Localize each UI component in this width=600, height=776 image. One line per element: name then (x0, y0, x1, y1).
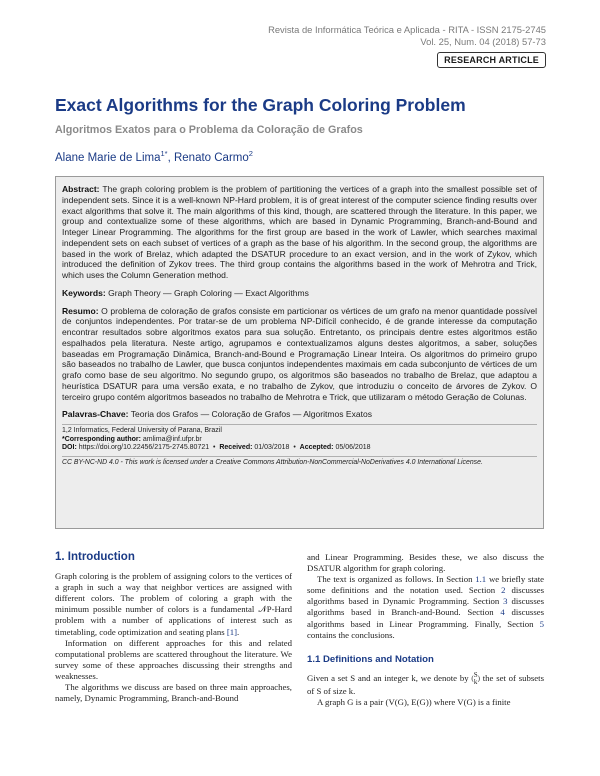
author-affiliation-mark: 2 (248, 149, 253, 158)
author-name: Renato Carmo (173, 151, 249, 164)
section-link[interactable]: 3 (503, 596, 508, 607)
received-date: 01/03/2018 (254, 444, 290, 451)
outline-text: The text is organized as follows. In Section (317, 574, 473, 585)
journal-header (268, 24, 546, 48)
author-name: Alane Marie de Lima (55, 151, 161, 164)
resumo-text: O problema de coloração de grafos consiste em particionar os vértices de um grafo na menor quantidade possível de conjuntos independentes. Por tratar-se de um problema NP-Difícil conhecido, é de grande interesse da computação encontrar resultados sobre algoritmos exatos para sua solução. Entretanto, os principais dentre estes algoritmos estão espalhados pela literatura. Neste artigo, agrupamos e contextualizamos alguns destes algoritmos, a saber, soluções baseadas em Programação Dinâmica, Branch-and-Bound e Programação Linear Inteira. Os algoritmos do primeiro grupo são baseados no trabalho de Lawler, que busca conjuntos independentes maximais em cada subconjunto de vértices de um grafo como base de seu algoritmo. No segundo grupo, os algoritmos são baseados no trabalho de Brelaz, que adaptou a heurística DSATUR para uma versão exata, e no trabalho de Zykov, que introduziu o conceito de árvores de Zykov. O terceiro grupo contém algoritmos baseados no trabalho de Mehrotra e Trick, que utilizaram o método Geração de Colunas. (62, 305, 538, 402)
binomial-bottom: k (473, 677, 478, 686)
intro-paragraph: Graph coloring is the problem of assigning colors to the vertices of a graph in such a way that neighbor vertices are assigned with different colors. The problem of coloring a graph with the minimum possible number of colors is a fundamental 𝒩P-Hard problem with a number of applications of interest such as timetabling, code optimization and seating plans [1]. (55, 571, 292, 637)
paper-subtitle: Algoritmos Exatos para o Problema da Coloração de Grafos (55, 124, 363, 136)
binomial-symbol: ( S k ) (471, 670, 480, 686)
resumo-label: Resumo: (62, 305, 99, 316)
abstract-box (55, 176, 544, 529)
resumo (62, 306, 537, 403)
section-heading-definitions: 1.1 Definitions and Notation (307, 653, 434, 665)
abstract-label: Abstract: (62, 184, 100, 194)
journal-volume: Vol. 25, Num. 04 (2018) 57-73 (420, 36, 546, 47)
definitions-paragraph (307, 672, 544, 697)
intro-paragraph: The algorithms we discuss are based on three main approaches, namely, Dynamic Programming, Branch-and-Bound (55, 682, 292, 704)
palavras-text: Teoria dos Grafos — Coloração de Grafos — Algoritmos Exatos (130, 409, 373, 420)
keywords-text: Graph Theory — Graph Coloring — Exact Algorithms (108, 287, 309, 298)
palavras-chave (62, 409, 537, 420)
outline-text: discusses algorithms based in Linear Programming. Finally, Section (307, 607, 545, 629)
intro-paragraph: Information on different approaches for this and related computational problems are scattered throughout the literature. We survey some of these approaches discussing their strengths and weaknesses. (55, 637, 292, 681)
publication-info: DOI: https://doi.org/10.22456/2175-2745.80721 • Received: 01/03/2018 • Accepted: 05/06/2018 (62, 444, 371, 451)
corresponding-author (62, 436, 537, 445)
section-link[interactable]: 2 (501, 585, 506, 596)
corresponding-email[interactable]: amlima@inf.ufpr.br (142, 435, 202, 443)
outline-text: contains the conclusions. (307, 629, 395, 640)
footer-divider (62, 424, 537, 425)
license-text[interactable]: CC BY-NC-ND 4.0 - This work is licensed under a Creative Commons Attribution-NonCommercial-NoDerivatives 4.0 International License. (62, 458, 483, 466)
doi-label: DOI: (62, 444, 77, 451)
section-link[interactable]: 1.1 (475, 574, 487, 585)
section-link[interactable]: 5 (539, 618, 544, 629)
binomial-top: S (473, 670, 478, 679)
left-column (55, 552, 292, 704)
abstract-text: The graph coloring problem is the problem of partitioning the vertices of a graph into the smallest possible set of independent sets. Since it is a well-known NP-Hard problem, it is of great interest of the computer science finding results over exact algorithms that solve it. The main algorithms of this kind, though, are scattered through the literature. In this paper, we group and contextualize some of these algorithms, which are based in Dynamic Programming, Branch-and-Bound and Integer Linear Programming. The algorithms for the first group are based in the work of Lawler, which searches maximal independent sets on each subset of vertices of a graph as the base of his algorithm. In the second group, the algorithms are based in the work of Brelaz, which adapted the DSATUR procedure to an exact version, and in the work of Zykov, which introduced the definition of Zykov trees. The third group contains the algorithms based in the work of Mehrotra and Trick, which uses the Column Generation method. (62, 184, 537, 280)
definitions-paragraph: A graph G is a pair (V(G), E(G)) where V(G) is a finite (317, 696, 511, 707)
right-column (307, 552, 544, 708)
received-label: Received: (219, 444, 253, 451)
outline-text: discusses algorithms based in Dynamic Programming. Section (307, 585, 545, 607)
footer-divider (62, 456, 537, 457)
author-list (55, 149, 253, 164)
accepted-label: Accepted: (299, 444, 334, 451)
keywords (62, 288, 537, 299)
accepted-date: 05/06/2018 (335, 444, 371, 451)
citation-link[interactable]: [1] (226, 626, 238, 637)
intro-text: Graph coloring is the problem of assigning colors to the vertices of a graph in such a way that neighbor vertices are assigned with different colors. The problem of coloring a graph with the minimum possible number of colors is a fundamental 𝒩P-Hard problem with a number of applications of interest such as timetabling, code optimization and seating plans (55, 571, 292, 637)
keywords-label: Keywords: (62, 287, 106, 298)
section-heading-introduction: 1. Introduction (55, 551, 135, 563)
definition-text: the set of subsets of S of size k. (307, 672, 545, 696)
section-link[interactable]: 4 (500, 607, 505, 618)
body-paragraph: and Linear Programming. Besides these, we also discuss the DSATUR algorithm for graph coloring. (307, 552, 544, 574)
corresponding-label: *Corresponding author: (62, 435, 141, 443)
author-affiliation-mark: 1* (160, 149, 168, 158)
paper-title: Exact Algorithms for the Graph Coloring Problem (55, 95, 466, 115)
journal-name: Revista de Informática Teórica e Aplicada - RITA - ISSN 2175-2745 (268, 24, 546, 35)
doi-link[interactable]: https://doi.org/10.22456/2175-2745.80721 (78, 444, 210, 451)
outline-text: discusses algorithms based in Branch-and-Bound. Section (307, 596, 545, 618)
outline-text: we briefly state some definitions and the notation used. Section (307, 574, 545, 596)
article-footer (62, 424, 537, 467)
palavras-label: Palavras-Chave: (62, 409, 129, 420)
outline-paragraph (307, 574, 544, 641)
abstract (62, 184, 537, 281)
affiliation: 1,2 Informatics, Federal University of Parana, Brazil (62, 427, 222, 434)
definition-text: Given a set S and an integer k, we denote by (307, 672, 469, 683)
article-type-badge: RESEARCH ARTICLE (437, 52, 546, 68)
author-separator: , (167, 151, 174, 164)
